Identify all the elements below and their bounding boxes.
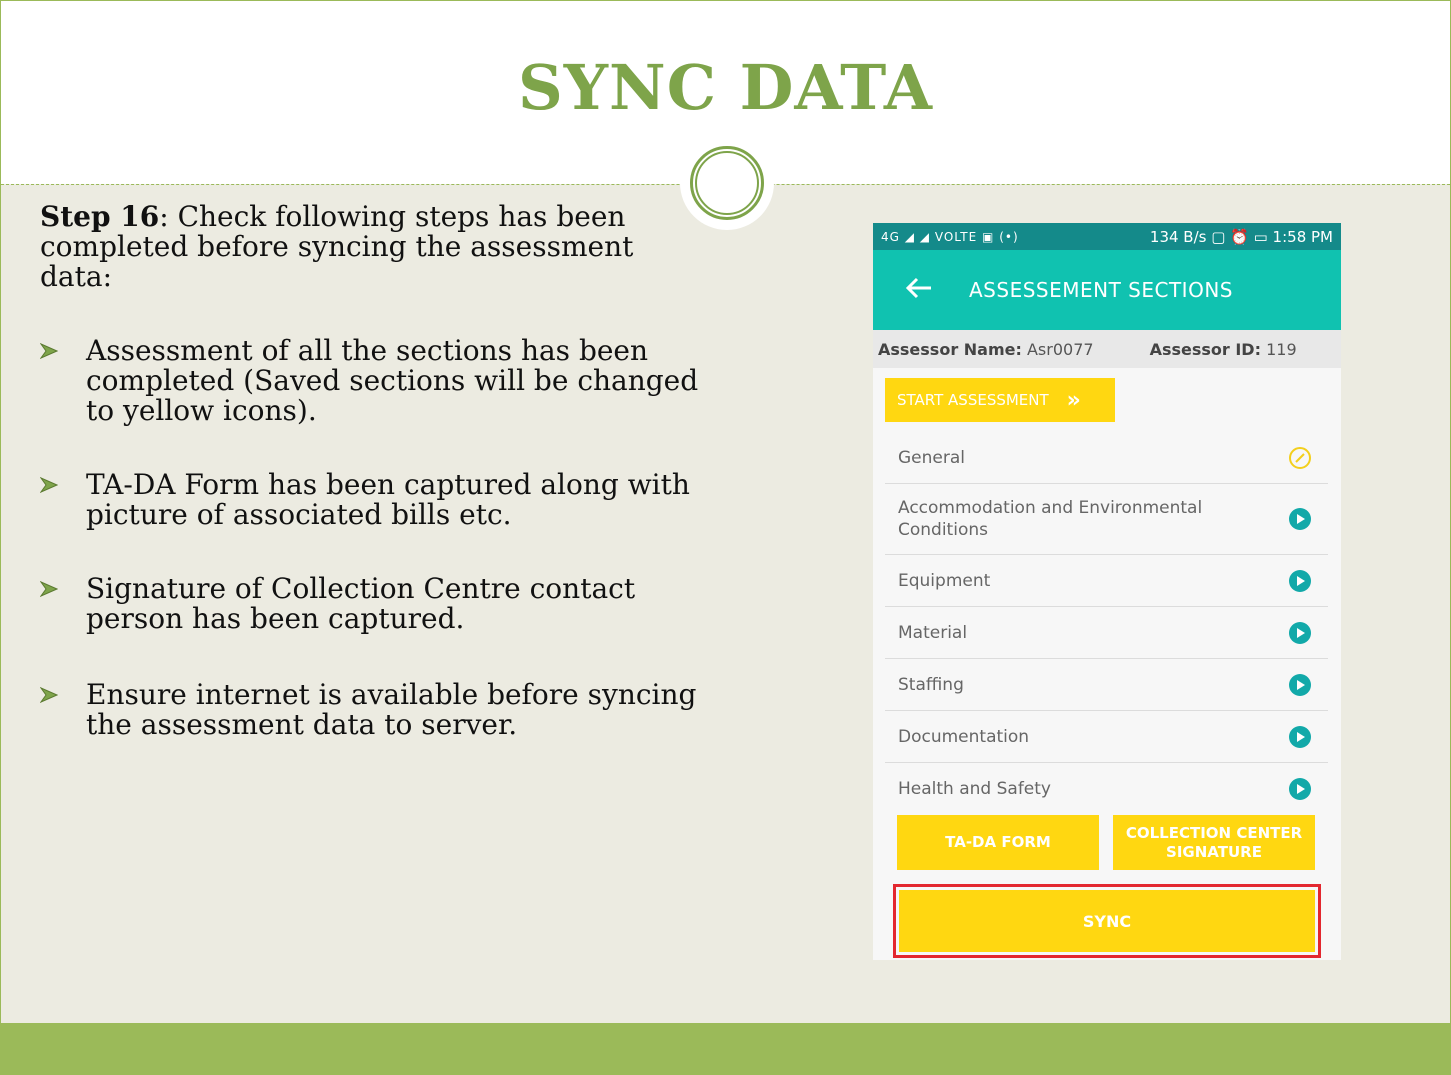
action-buttons: [897, 815, 1315, 870]
section-item-general[interactable]: [885, 432, 1328, 484]
section-label: Material: [898, 622, 968, 643]
bullet-item: [40, 470, 700, 530]
check-circle-icon: [1288, 446, 1312, 470]
bullet-text: Signature of Collection Centre contact person has been captured.: [86, 572, 636, 635]
play-circle-icon: [1288, 673, 1312, 697]
play-circle-icon: [1288, 569, 1312, 593]
section-list: [885, 432, 1328, 815]
status-bar: [873, 223, 1341, 250]
sync-button[interactable]: SYNC: [899, 890, 1315, 952]
step-text: [40, 202, 700, 292]
play-circle-icon: [1288, 621, 1312, 645]
start-assessment-label: START ASSESSMENT: [897, 391, 1049, 409]
slide-body: [40, 202, 700, 784]
section-item-material[interactable]: [885, 607, 1328, 659]
assessor-name-label: Assessor Name:: [878, 339, 1022, 359]
assessor-id-value: 119: [1266, 339, 1297, 359]
section-label: Accommodation and Environmental Conditions: [898, 498, 1203, 540]
slide-title: SYNC DATA: [518, 51, 933, 124]
arrow-bullet-icon: [40, 581, 58, 597]
phone-screenshot: [873, 223, 1341, 960]
step-label: Step 16: [40, 200, 160, 233]
bullet-text: Ensure internet is available before syncing the assessment data to server.: [86, 678, 697, 741]
play-circle-icon: [1288, 507, 1312, 531]
section-label: Documentation: [898, 726, 1030, 747]
sync-highlight: [893, 884, 1321, 958]
section-label: General: [898, 447, 965, 468]
bullet-text: TA-DA Form has been captured along with picture of associated bills etc.: [86, 468, 690, 531]
status-left: 4G ◢ ◢ VOLTE ▣ (•): [881, 229, 1019, 244]
bullet-item: [40, 680, 700, 740]
app-title: ASSESSEMENT SECTIONS: [969, 278, 1233, 302]
status-right: 134 B/s ▢ ⏰ ▭ 1:58 PM: [1149, 227, 1333, 246]
assessor-name-value: Asr0077: [1026, 339, 1094, 359]
assessor-info: [873, 330, 1341, 368]
double-chevron-right-icon: »: [1066, 387, 1081, 413]
slide-footer: [1, 1023, 1450, 1074]
collection-center-signature-button[interactable]: COLLECTION CENTER SIGNATURE: [1113, 815, 1315, 870]
assessor-id-label: Assessor ID:: [1149, 339, 1261, 359]
start-assessment-button[interactable]: [885, 378, 1115, 422]
arrow-bullet-icon: [40, 343, 58, 359]
section-label: Equipment: [898, 570, 991, 591]
play-circle-icon: [1288, 725, 1312, 749]
arrow-bullet-icon: [40, 477, 58, 493]
section-item-documentation[interactable]: [885, 711, 1328, 763]
section-label: Health and Safety: [898, 779, 1051, 799]
tada-form-button[interactable]: TA-DA FORM: [897, 815, 1099, 870]
step-description: : Check following steps has been completed before syncing the assessment data:: [40, 200, 634, 293]
bullet-item: [40, 336, 700, 426]
section-item-equipment[interactable]: [885, 555, 1328, 607]
section-item-staffing[interactable]: [885, 659, 1328, 711]
section-item-health-safety[interactable]: [885, 763, 1328, 815]
bullet-item: [40, 574, 700, 634]
arrow-left-icon[interactable]: [905, 276, 933, 305]
arrow-bullet-icon: [40, 687, 58, 703]
bullet-text: Assessment of all the sections has been completed (Saved sections will be changed to yellow icons).: [86, 334, 699, 427]
play-circle-icon: [1288, 777, 1312, 801]
section-item-accommodation[interactable]: [885, 484, 1328, 555]
section-label: Staffing: [898, 674, 964, 695]
app-bar: [873, 250, 1341, 330]
